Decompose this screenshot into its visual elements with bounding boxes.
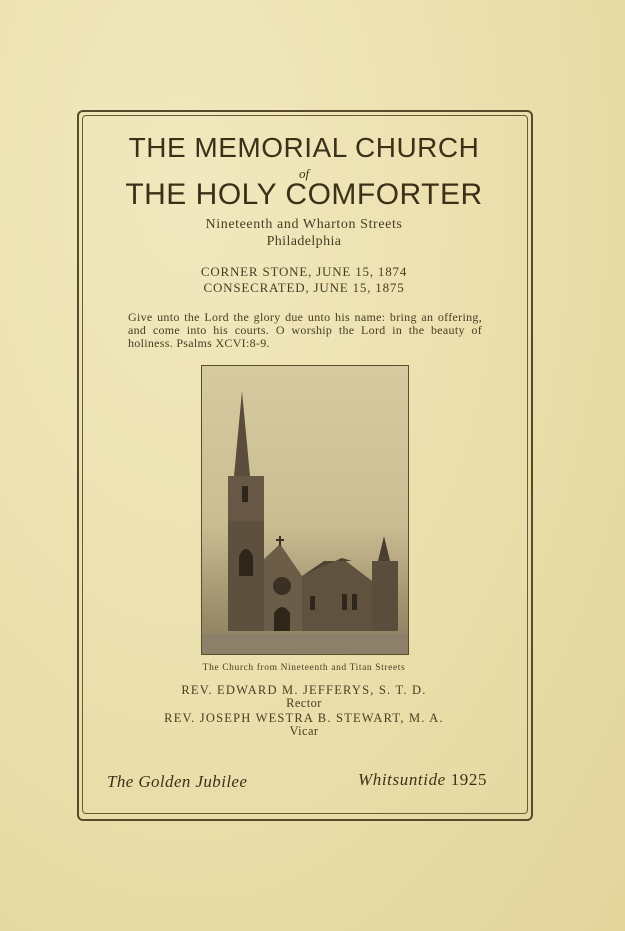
title-of: of <box>298 166 310 181</box>
title-line-2: THE HOLY COMFORTER <box>125 178 483 211</box>
vicar-role: Vicar <box>289 724 319 738</box>
consecration-date: CONSECRATED, JUNE 15, 1875 <box>203 280 405 295</box>
rector-name: REV. EDWARD M. JEFFERYS, S. T. D. <box>181 683 427 697</box>
rector-role: Rector <box>286 696 322 710</box>
address-city: Philadelphia <box>266 234 342 249</box>
golden-jubilee-label: The Golden Jubilee <box>107 772 248 791</box>
year: 1925 <box>450 770 488 789</box>
scripture-quote: Give unto the Lord the glory due unto his name: bring an offering, and come into his courts. O worship the Lord in the beauty of holiness. Psalms XCVI:8-9. <box>128 310 482 350</box>
photo-caption: The Church from Nineteenth and Titan Streets <box>202 663 406 673</box>
whitsuntide-date <box>358 770 487 790</box>
church-photograph <box>201 365 409 655</box>
title-line-1: THE MEMORIAL CHURCH <box>128 132 480 163</box>
corner-stone-date: CORNER STONE, JUNE 15, 1874 <box>200 264 408 279</box>
vicar-name: REV. JOSEPH WESTRA B. STEWART, M. A. <box>164 711 444 725</box>
address-street: Nineteenth and Wharton Streets <box>205 217 403 232</box>
whitsuntide-word: Whitsuntide <box>358 770 446 789</box>
church-illustration-icon <box>202 366 408 654</box>
